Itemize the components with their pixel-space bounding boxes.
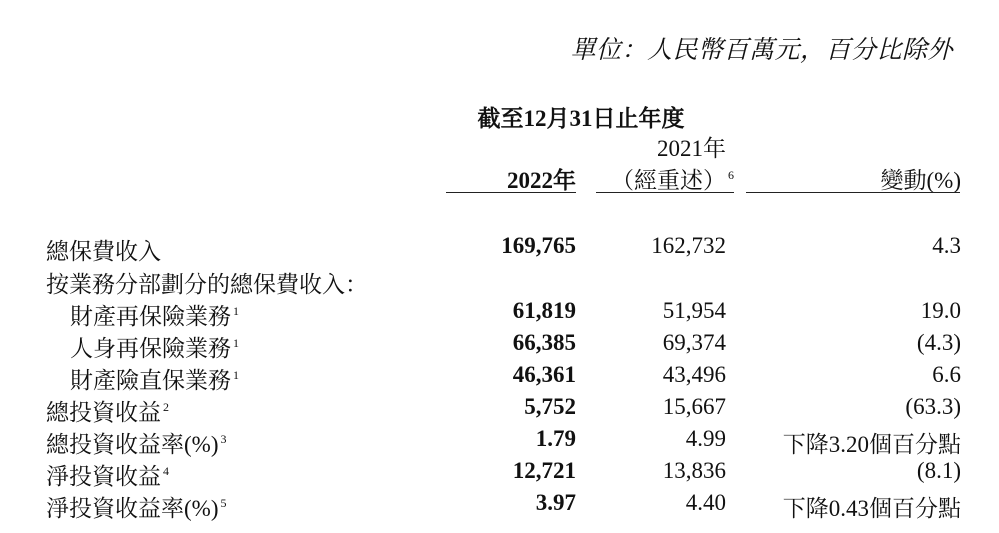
row-label-text: 人身再保險業務 — [70, 336, 231, 361]
row-label-text: 淨投資收益 — [46, 464, 161, 489]
column-header-2021-restated-text: （經重述） — [611, 168, 726, 193]
table-row — [0, 394, 999, 426]
footnote-marker: 5 — [220, 496, 227, 511]
value-2022: 12,721 — [512, 458, 576, 483]
value-change: 4.3 — [932, 233, 961, 258]
value-2021: 69,374 — [662, 330, 726, 355]
value-2022: 61,819 — [512, 298, 576, 323]
table-row — [0, 458, 999, 490]
value-change: 下降3.20個百分點 — [782, 432, 961, 457]
row-label-text: 總保費收入 — [46, 239, 161, 264]
value-change: 6.6 — [932, 362, 961, 387]
footnote-marker: 3 — [220, 432, 227, 447]
footnote-marker: 1 — [233, 336, 239, 351]
value-2021: 15,667 — [662, 394, 726, 419]
value-2022: 66,385 — [512, 330, 576, 355]
column-header-2022: 2022年 — [507, 168, 576, 193]
table-row — [0, 330, 999, 362]
row-label-text: 財產再保險業務 — [70, 304, 231, 329]
value-2021: 162,732 — [651, 233, 726, 258]
value-2022: 1.79 — [535, 426, 576, 451]
row-label — [46, 394, 169, 427]
table-row — [0, 426, 999, 458]
row-label — [70, 298, 239, 331]
value-2022: 3.97 — [535, 490, 576, 515]
value-change: 19.0 — [920, 298, 961, 323]
header-rule-2022 — [446, 192, 576, 193]
table-row — [0, 362, 999, 394]
value-2021: 43,496 — [662, 362, 726, 387]
value-2021: 51,954 — [662, 298, 726, 323]
row-label — [46, 233, 161, 266]
value-2022: 5,752 — [524, 394, 576, 419]
footnote-marker: 4 — [163, 464, 169, 479]
column-header-2021-restated — [611, 162, 734, 195]
footnote-marker: 1 — [233, 368, 239, 383]
footnote-marker: 1 — [233, 304, 239, 319]
unit-note: 單位：人民幣百萬元，百分比除外 — [570, 37, 953, 64]
value-change: (8.1) — [916, 458, 961, 483]
value-2022: 169,765 — [501, 233, 576, 258]
value-change: (4.3) — [916, 330, 961, 355]
column-header-2021-year: 2021年 — [657, 136, 726, 161]
row-label — [46, 458, 169, 491]
row-label-text: 按業務分部劃分的總保費收入： — [46, 272, 368, 297]
row-label-text: 總投資收益 — [46, 400, 161, 425]
column-header-2021-footnote: 6 — [728, 168, 734, 183]
period-header: 截至12月31日止年度 — [477, 106, 685, 131]
row-label — [70, 362, 239, 395]
footnote-marker: 2 — [163, 400, 169, 415]
header-rule-change — [746, 192, 960, 193]
value-2021: 4.40 — [685, 490, 726, 515]
row-label — [46, 490, 226, 523]
column-header-change: 變動(%) — [880, 168, 961, 193]
value-change: (63.3) — [905, 394, 961, 419]
row-label — [70, 330, 239, 363]
value-change: 下降0.43個百分點 — [782, 496, 961, 521]
table-row — [0, 490, 999, 522]
value-2021: 4.99 — [685, 426, 726, 451]
table-row — [0, 266, 999, 298]
header-rule-2021 — [596, 192, 734, 193]
value-2021: 13,836 — [662, 458, 726, 483]
value-2022: 46,361 — [512, 362, 576, 387]
row-label-text: 總投資收益率(%) — [46, 432, 219, 457]
row-label — [46, 426, 226, 459]
row-label-text: 財產險直保業務 — [70, 368, 231, 393]
row-label-text: 淨投資收益率(%) — [46, 496, 219, 521]
table-row — [0, 298, 999, 330]
table-row — [0, 233, 999, 265]
row-label — [46, 266, 368, 299]
